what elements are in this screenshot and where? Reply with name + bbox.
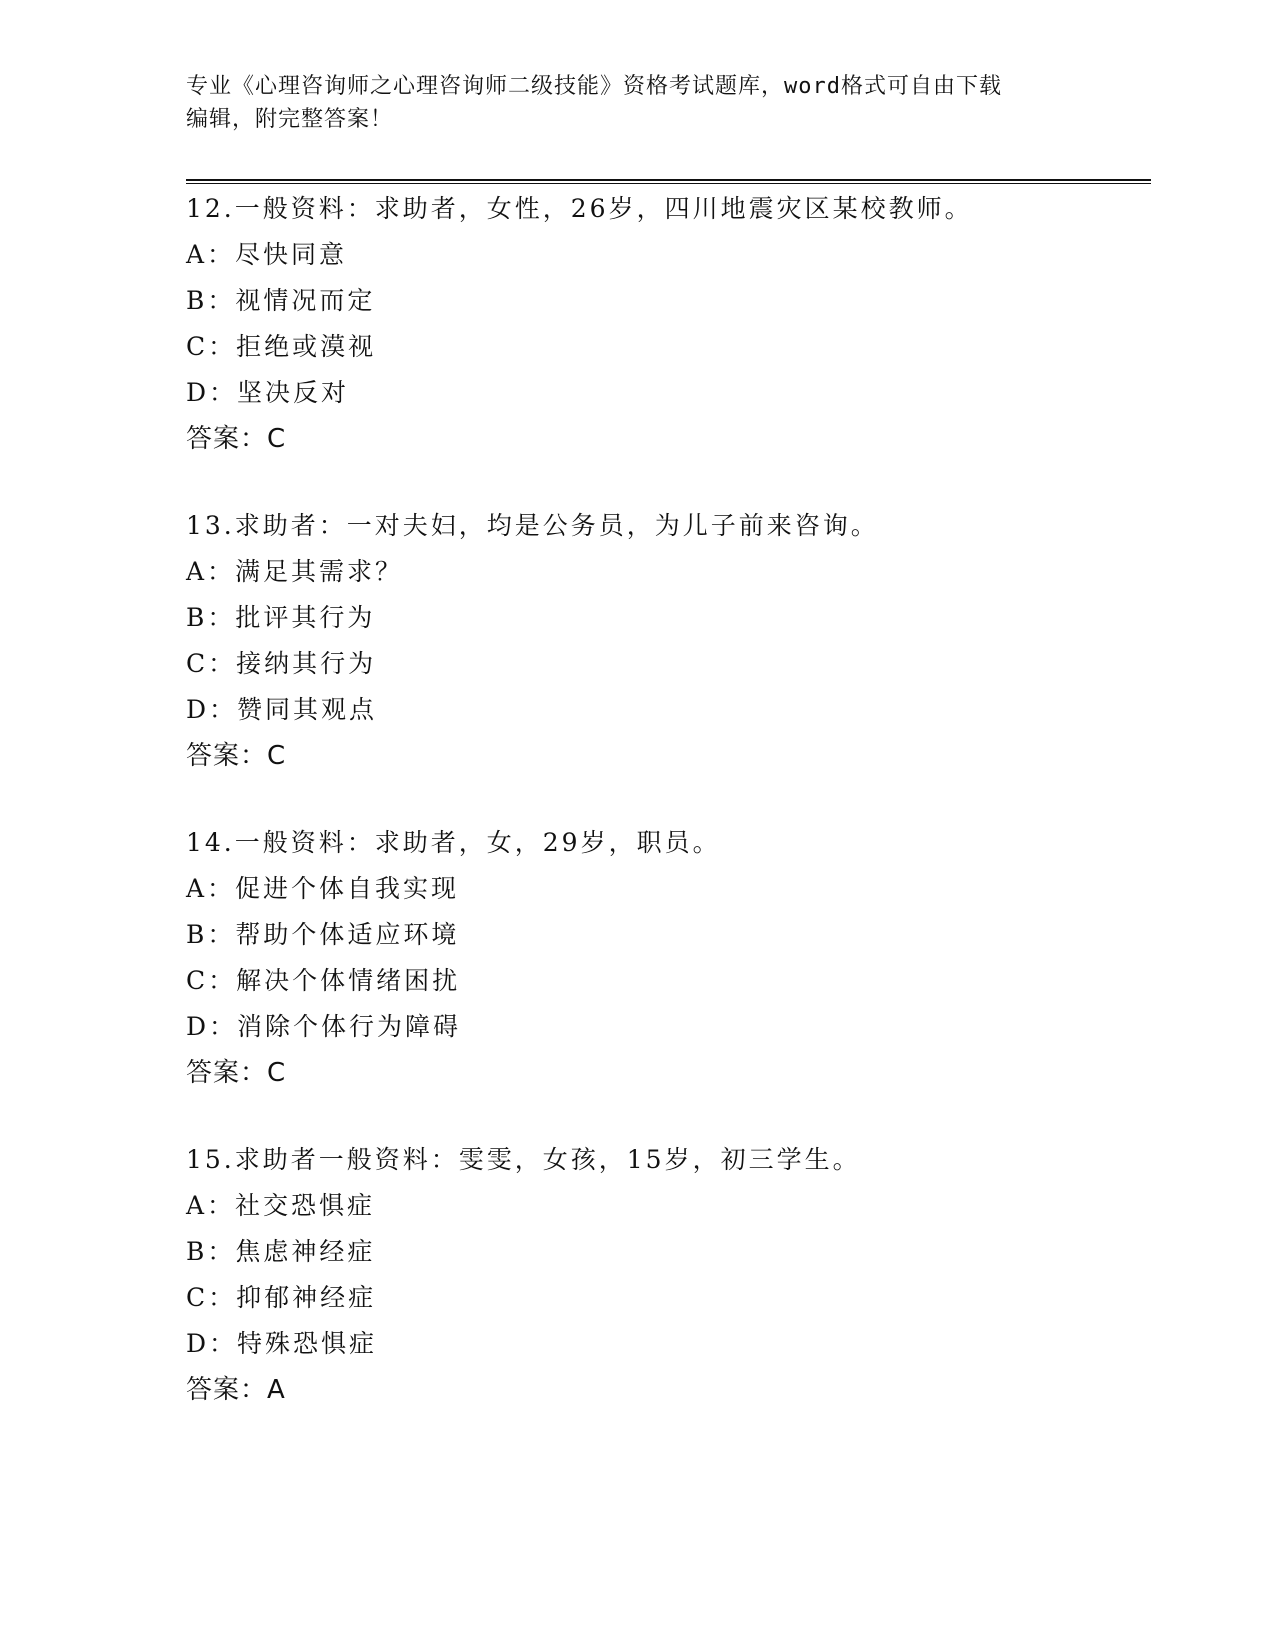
question-stem: 14.一般资料：求助者，女，29岁，职员。 (186, 828, 721, 857)
option-a: A：满足其需求？ (186, 557, 404, 586)
question-stem: 15.求助者一般资料：雯雯，女孩，15岁，初三学生。 (186, 1145, 861, 1174)
question-13 (186, 503, 1166, 779)
answer: 答案：A (186, 1375, 286, 1405)
option-c: C：拒绝或漠视 (186, 332, 377, 361)
option-b: B：视情况而定 (186, 286, 376, 315)
option-d: D：赞同其观点 (186, 695, 378, 724)
answer: 答案：C (186, 1058, 287, 1088)
option-b: B：焦虑神经症 (186, 1237, 376, 1266)
answer: 答案：C (186, 424, 287, 454)
option-c: C：抑郁神经症 (186, 1283, 377, 1312)
option-a: A：促进个体自我实现 (186, 874, 460, 903)
option-b: B：批评其行为 (186, 603, 376, 632)
question-14 (186, 820, 1166, 1096)
header-line-1: 专业《心理咨询师之心理咨询师二级技能》资格考试题库，word格式可自由下载 (186, 74, 1002, 99)
option-c: C：解决个体情绪困扰 (186, 966, 461, 995)
option-d: D：特殊恐惧症 (186, 1329, 378, 1358)
answer: 答案：C (186, 741, 287, 771)
option-a: A：社交恐惧症 (186, 1191, 376, 1220)
header-divider-thin (186, 183, 1151, 184)
option-a: A：尽快同意 (186, 240, 348, 269)
question-stem: 12.一般资料：求助者，女性，26岁，四川地震灾区某校教师。 (186, 194, 973, 223)
option-d: D：坚决反对 (186, 378, 350, 407)
header-divider-thick (186, 179, 1151, 181)
document-header (186, 70, 1066, 136)
option-b: B：帮助个体适应环境 (186, 920, 460, 949)
question-12 (186, 186, 1166, 462)
question-15 (186, 1137, 1166, 1413)
option-c: C：接纳其行为 (186, 649, 377, 678)
question-stem: 13.求助者：一对夫妇，均是公务员，为儿子前来咨询。 (186, 511, 879, 540)
header-line-2: 编辑，附完整答案！ (186, 107, 394, 132)
option-d: D：消除个体行为障碍 (186, 1012, 462, 1041)
